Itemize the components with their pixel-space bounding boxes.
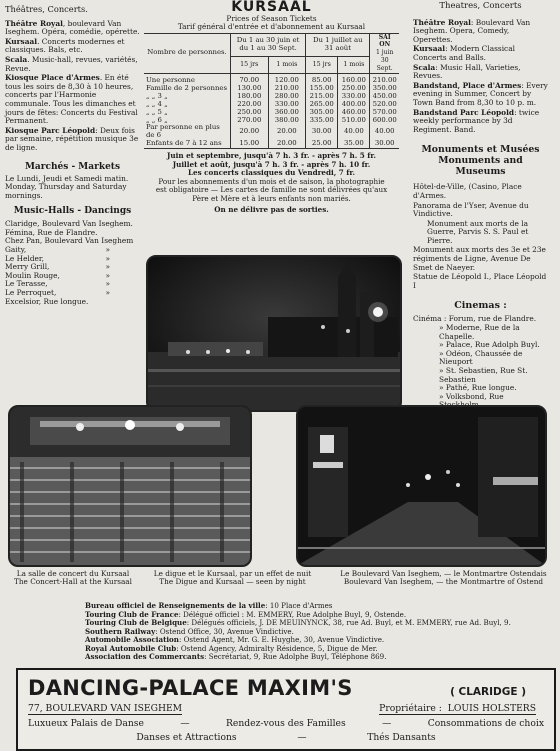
kursaal-note-3: Les concerts classiques du Vendredi, 7 fr. — [188, 168, 355, 178]
kursaal-price: 450.00 — [372, 91, 397, 100]
kursaal-note-1: Juin et septembre, jusqu'à 7 h. 3 fr. - après 7 h. 5 fr. — [167, 151, 376, 161]
caption-boulevard-fr: Le Boulevard Van Iseghem, — le Montmartre Ostendais — [340, 569, 547, 578]
right-entry — [413, 19, 548, 45]
kursaal-row — [144, 140, 399, 148]
monuments-heading-en: Monuments and Museums — [438, 155, 523, 178]
kursaal-price: 130.00 — [231, 85, 269, 93]
left-entry-label: Kiosque Place d'Armes — [5, 73, 100, 83]
kursaal-price: 280.00 — [268, 93, 306, 101]
info-text: : Délégué officiel : M. EMMERY, Rue Adolphe Buyl, 9, Ostende. — [178, 609, 407, 619]
cinema-item — [413, 350, 548, 367]
cinema-item — [413, 367, 548, 384]
right-entry-text: : Music Hall, Varieties, Revues. — [413, 62, 521, 81]
info-label: Bureau officiel de Renseignements de la ville — [85, 601, 266, 610]
right-entry-label: Kursaal — [413, 44, 446, 54]
left-entry — [5, 20, 140, 37]
right-entry — [413, 64, 548, 81]
monument-item: Monument aux morts des 3e et 23e régiments de Ligne, Avenue De Smet de Naeyer. — [413, 245, 546, 272]
kursaal-note-4: Pour les abonnements d'un mois et de saison, la photographie est obligatoire — Les cartes de famille ne sont délivrées qu'aux Père et Mère et à leurs enfants non mariés. — [155, 176, 388, 203]
kursaal-price: 30.00 — [374, 139, 395, 148]
info-label: Touring Club de France — [85, 609, 179, 619]
info-label: Southern Railway — [85, 626, 156, 636]
left-entry — [5, 74, 140, 126]
ad-owner-name: LOUIS HOLSTERS — [447, 703, 536, 714]
right-entry-label: Bandstand, Place d'Armes — [413, 80, 522, 90]
caption-concert-hall-en: The Concert-Hall at the Kursaal — [13, 577, 132, 587]
sub-15jrs-1: 15 jrs — [231, 56, 269, 74]
kursaal-price: 180.00 — [231, 93, 269, 101]
kursaal-section — [144, 0, 399, 215]
kursaal-price: 155.00 — [306, 85, 338, 93]
sub-1mois-2: 1 mois — [338, 56, 370, 74]
music-hall-ditto: » — [105, 245, 110, 255]
ad-dash-3: — — [297, 732, 307, 743]
ad-line-tea: Thés Dansants — [367, 732, 436, 743]
caption-digue-fr: Le digue et le Kursaal, par un effet de nuit — [153, 569, 312, 578]
kursaal-price: 250.00 — [231, 109, 269, 117]
markets-heading: Marchés - Markets — [24, 161, 121, 172]
monument-item: Monument aux morts de la Guerre, Parvis S. S. Paul et Pierre. — [427, 218, 529, 245]
dancing-palace-ad — [16, 668, 556, 751]
kursaal-price: 25.00 — [306, 140, 338, 148]
col-group-season: SAI ON 1 juin 30 Sept. — [370, 33, 399, 74]
left-entry-text: . Concerts modernes et classiques. Bals, etc. — [5, 36, 125, 55]
music-hall-name: Excelsior, Rue longue. — [5, 296, 89, 306]
kursaal-price: 600.00 — [372, 115, 397, 124]
kursaal-title: KURSAAL — [231, 0, 312, 15]
info-label: Association des Commercants — [85, 652, 205, 661]
music-hall-ditto: » — [105, 279, 110, 289]
music-hall-item — [5, 298, 110, 307]
kursaal-price: 160.00 — [338, 74, 370, 85]
music-hall-name: Le Terasse, — [5, 279, 48, 289]
kursaal-price: 270.00 — [231, 117, 269, 125]
kursaal-price: 30.00 — [306, 124, 338, 140]
right-entry-label: Scala — [413, 62, 436, 72]
kursaal-price: 350.00 — [372, 83, 397, 92]
left-heading: Théâtres, Concerts. — [5, 4, 88, 14]
kursaal-note-5: On ne délivre pas de sorties. — [214, 205, 329, 215]
caption-boulevard — [331, 570, 556, 587]
right-entry — [413, 82, 548, 108]
kursaal-row-label: Une personne — [144, 74, 231, 85]
kursaal-row — [144, 124, 399, 140]
kursaal-row-label: „ „ 5 „ — [144, 109, 231, 117]
right-entry-label: Théâtre Royal — [413, 17, 471, 27]
kursaal-price: 40.00 — [374, 127, 395, 136]
music-halls-heading: Music-Halls - Dancings — [13, 206, 132, 217]
right-entry-text: : Every evening in Summer, Concert by Town Band from 8,30 to 10 p. m. — [413, 80, 548, 107]
kursaal-price: 210.00 — [268, 85, 306, 93]
kursaal-price: 360.00 — [268, 109, 306, 117]
monuments-list — [413, 183, 548, 290]
kursaal-price: 335.00 — [306, 117, 338, 125]
kursaal-row-label: Enfants de 7 à 12 ans — [144, 140, 231, 148]
monument-item: Hôtel-de-Ville, (Casino, Place d'Armes. — [413, 182, 522, 200]
ad-dash-1: — — [180, 718, 190, 729]
col-group-june: Du 1 au 30 juin et du 1 au 30 Sept. — [231, 33, 306, 56]
ad-owner-label: Propriétaire : — [379, 703, 442, 714]
music-hall-name: Gaity, — [5, 245, 27, 255]
kursaal-price: 330.00 — [268, 101, 306, 109]
music-hall-name: Claridge, Boulevard Van Iseghem. — [5, 219, 133, 229]
cinema-ditto: » — [439, 340, 446, 350]
kursaal-price: 400.00 — [338, 101, 370, 109]
kursaal-price: 510.00 — [338, 117, 370, 125]
kursaal-price: 210.00 — [372, 76, 397, 85]
col-persons: Nombre de personnes. — [144, 33, 231, 74]
kursaal-price: 70.00 — [231, 74, 269, 85]
left-entry-label: Scala — [5, 54, 28, 64]
left-entry-label: Théâtre Royal — [5, 18, 63, 28]
info-text: : Délégués officiels, J. DE MEUINYNCK, 38, rue Ad. Buyl, et M. EMMERY, rue Ad. Buyl, 9. — [186, 618, 511, 627]
left-entry-text: . En été tous les soirs de 8,30 à 10 heures, concerts par l'Harmonie communale. Tous les dimanches et jours de fêtes: Concerts du Festival Permanent. — [5, 73, 138, 126]
left-entry — [5, 38, 140, 55]
info-text: : Ostend Agent, Mr. G. E. Huyghe, 30, Avenue Vindictive. — [178, 635, 385, 644]
kursaal-price: 120.00 — [268, 74, 306, 85]
kursaal-price: 20.00 — [268, 140, 306, 148]
right-entry-text: : Boulevard Van Iseghem. Opera, Comedy, Operettes. — [413, 17, 531, 44]
kursaal-price: 85.00 — [306, 74, 338, 85]
photo-digue-kursaal-night — [146, 255, 402, 412]
monuments-heading-fr: Monuments et Musées — [421, 144, 540, 156]
right-entries — [413, 19, 548, 135]
right-column — [413, 2, 548, 410]
kursaal-price: 265.00 — [306, 101, 338, 109]
cinema-ditto: » — [439, 323, 446, 333]
cinema-name: St. Sebastien, Rue St. Sebastien — [439, 366, 528, 384]
music-hall-name: Chez Pan, Boulevard Van Iseghem — [5, 236, 134, 246]
sub-1mois-1: 1 mois — [268, 56, 306, 74]
kursaal-price-table — [144, 33, 399, 150]
photo-concert-hall — [8, 405, 252, 567]
monument-item: Statue de Léopold I., Place Léopold I — [413, 272, 547, 290]
kursaal-row-label: „ „ 4 „ — [144, 101, 231, 109]
kursaal-row-label: Par personne en plus de 6 — [144, 124, 231, 140]
cinema-ditto: » — [439, 366, 446, 375]
kursaal-price: 20.00 — [231, 124, 269, 140]
music-hall-name: Le Perroquet, — [5, 288, 57, 298]
info-block — [85, 602, 555, 662]
caption-concert-hall — [8, 570, 138, 587]
music-hall-ditto: » — [105, 262, 110, 272]
kursaal-price: 380.00 — [268, 117, 306, 125]
kursaal-notes — [144, 152, 399, 215]
info-label: Touring Club de Belgique — [85, 618, 187, 627]
music-hall-ditto: » — [105, 270, 110, 280]
monument-item: Panorama de l'Yser, Avenue du Vindictive. — [413, 200, 529, 219]
markets-text: Le Lundi, Jeudi et Samedi matin. Monday, Thursday and Saturday mornings. — [5, 173, 129, 200]
sub-15jrs-2: 15 jrs — [306, 56, 338, 74]
music-hall-name: Moulin Rouge, — [5, 270, 60, 280]
caption-digue-en: The Digue and Kursaal — seen by night — [159, 577, 306, 587]
kursaal-price: 305.00 — [306, 109, 338, 117]
ad-line-luxury: Luxueux Palais de Danse — [28, 718, 144, 729]
ad-title: DANCING-PALACE MAXIM'S — [28, 676, 353, 700]
info-text: : Ostend Agency, Admiralty Résidence, 5, Digue de Mer. — [176, 643, 378, 653]
music-hall-name: Le Helder, — [5, 253, 44, 263]
kursaal-price: 570.00 — [372, 107, 397, 116]
kursaal-row-label: Famille de 2 personnes — [144, 85, 231, 93]
right-entry — [413, 109, 548, 135]
caption-concert-hall-fr: La salle de concert du Kursaal — [16, 569, 130, 578]
cinemas-heading: Cinemas : — [454, 300, 507, 312]
kursaal-subtitle-fr: Tarif général d'entrée et d'abonnement au Kursaal — [177, 22, 366, 31]
caption-boulevard-en: Boulevard Van Iseghem, — the Montmartre of Ostend — [343, 577, 544, 587]
cinema-name: Moderne, Rue de la Chapelle. — [439, 323, 520, 341]
left-entry — [5, 127, 140, 153]
cinema-name: Palace, Rue Adolph Buyl. — [445, 340, 540, 350]
cinema-name: Volksbond, Rue — [445, 391, 504, 401]
left-entry — [5, 56, 140, 73]
info-text: : 10 Place d'Armes — [265, 601, 333, 610]
cinema-name: Odéon, Chaussée de Nieuport — [439, 348, 523, 367]
kursaal-price: 220.00 — [231, 101, 269, 109]
caption-digue — [140, 570, 325, 587]
ad-line-drinks: Consommations de choix — [427, 718, 544, 729]
music-hall-ditto: » — [105, 288, 110, 298]
right-heading: Theatres, Concerts — [439, 1, 522, 11]
ad-claridge: ( CLARIDGE ) — [450, 686, 526, 698]
kursaal-price: 520.00 — [372, 99, 397, 108]
cinema-item — [413, 324, 548, 341]
col-group-july: Du 1 juillet au 31 août — [306, 33, 370, 56]
photo-boulevard-van-iseghem — [296, 405, 547, 567]
music-hall-name: Fémina, Rue de Flandre. — [5, 227, 98, 237]
info-label: Royal Automobile Club — [85, 643, 177, 653]
ad-line-families: Rendez-vous des Familles — [226, 718, 346, 729]
cinema-ditto: » — [439, 348, 446, 358]
kursaal-price: 15.00 — [231, 140, 269, 148]
cinema-ditto: » — [439, 391, 446, 401]
ad-address: 77, BOULEVARD VAN ISEGHEM — [28, 703, 183, 714]
left-entry-label: Kursaal — [5, 36, 38, 46]
kursaal-subtitle: Prices of Season Tickets — [226, 14, 317, 23]
cinemas-list — [413, 324, 548, 410]
left-entry-text: : Deux fois par semaine, répétition musique 3e de ligne. — [5, 125, 139, 152]
left-column — [5, 5, 140, 306]
info-line — [85, 653, 555, 662]
kursaal-price: 35.00 — [338, 140, 370, 148]
music-hall-ditto: » — [105, 253, 110, 263]
concert-hall-image — [10, 407, 250, 565]
cinema-ditto: » — [439, 383, 446, 393]
right-entry-text: : Modern Classical Concerts and Balls. — [413, 44, 515, 62]
kursaal-price: 20.00 — [268, 124, 306, 140]
kursaal-row-label: „ „ 3 „ — [144, 93, 231, 101]
boulevard-image — [298, 407, 545, 565]
left-entry-label: Kiosque Parc Léopold — [5, 125, 96, 135]
cinemas-intro: Cinéma : Forum, rue de Flandre. — [413, 314, 537, 324]
right-entry-text: : twice weekly performance by 3d Regiment. Band. — [413, 107, 540, 134]
info-text: : Ostend Office, 30, Avenue Vindictive. — [155, 626, 294, 636]
digue-night-image — [148, 257, 400, 410]
cinema-name: Pathé, Rue longue. — [445, 383, 517, 393]
ad-owner — [379, 703, 536, 715]
right-entry-label: Bandstand Parc Léopold — [413, 107, 515, 117]
left-entry-text: , boulevard Van Iseghem. Opéra, comédie, opérette. — [5, 18, 140, 37]
kursaal-price: 330.00 — [338, 93, 370, 101]
kursaal-price: 40.00 — [338, 124, 370, 140]
music-halls-list — [5, 219, 134, 306]
info-text: : Secrétariat, 9, Rue Adolphe Buyl, Téléphone 869. — [204, 652, 387, 661]
left-entry-text: . Music-hall, revues, variétés, Revue. — [5, 54, 138, 73]
music-hall-name: Merry Grill, — [5, 262, 50, 272]
ad-line-dances: Danses et Attractions — [136, 732, 237, 743]
right-entry — [413, 45, 548, 62]
kursaal-price: 460.00 — [338, 109, 370, 117]
kursaal-price: 215.00 — [306, 93, 338, 101]
kursaal-row-label: „ „ 6 „ — [144, 117, 231, 125]
ad-dash-2: — — [382, 718, 392, 729]
kursaal-note-2: Juillet et août, jusqu'à 7 h. 3 fr. - après 7 h. 10 fr. — [172, 159, 371, 169]
left-entries — [5, 20, 140, 153]
info-label: Automobile Association — [85, 635, 179, 644]
kursaal-price: 250.00 — [338, 85, 370, 93]
